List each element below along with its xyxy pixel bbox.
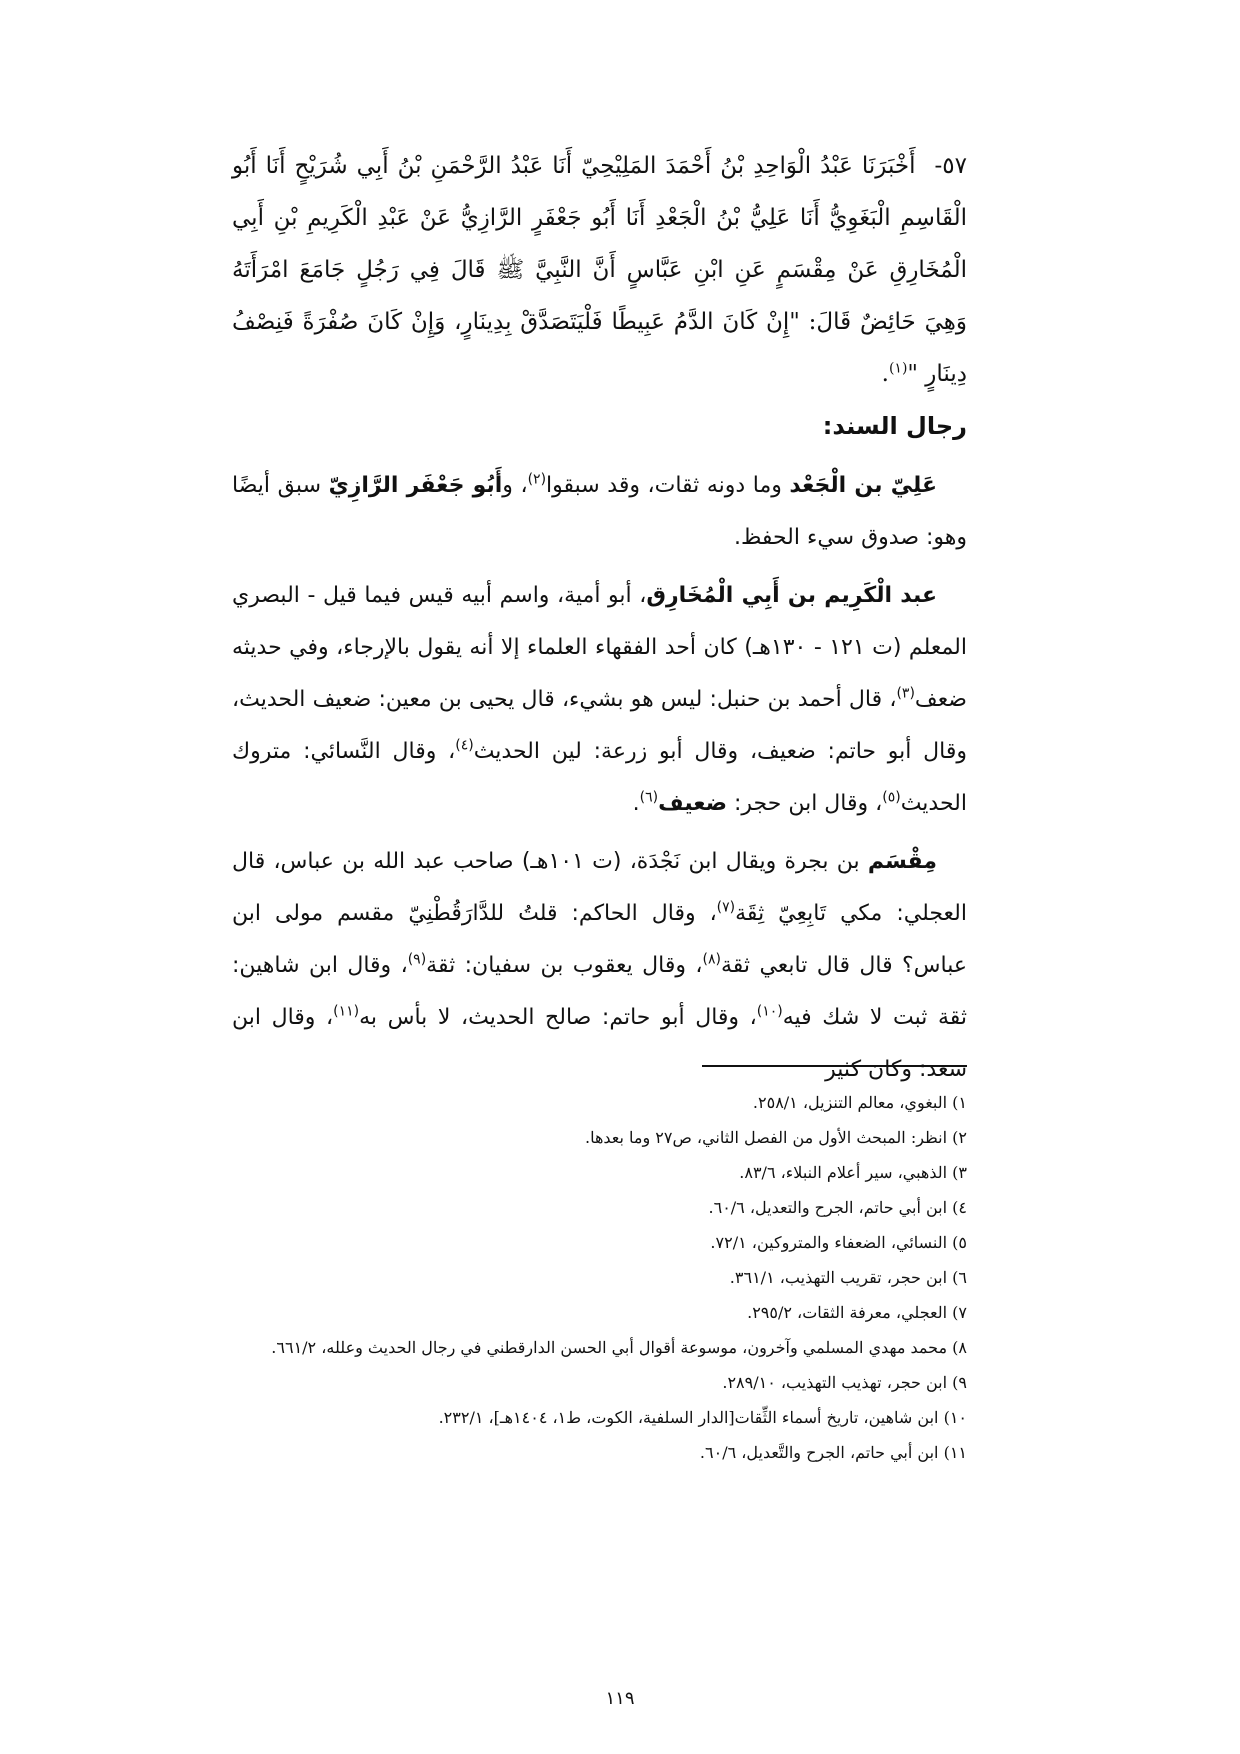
footnote-ref[interactable]: (٨) bbox=[702, 951, 721, 968]
footnote-ref[interactable]: (٩) bbox=[407, 951, 427, 968]
footnote-ref[interactable]: (٦) bbox=[639, 789, 659, 806]
footnote-ref[interactable]: (٧) bbox=[716, 899, 736, 916]
footnote-item: ٣) الذهبي، سير أعلام النبلاء، ٨٣/٦. bbox=[739, 1163, 967, 1182]
page-number: ١١٩ bbox=[605, 1688, 635, 1709]
narrator-name: عبد الْكَرِيم بن أَبِي الْمُخَارِق bbox=[646, 583, 937, 608]
footnote-ref[interactable]: (١) bbox=[888, 360, 908, 377]
section-title: رجال السند: bbox=[822, 412, 967, 440]
narrator-paragraph-ali: عَلِيّ بن الْجَعْد وما دونه ثقات، وقد سبقوا$^{(٢)}$، وأَبُو جَعْفَر الرَّازِيّ سبق أيضًا وهو: صدوق سيء الحفظ. bbox=[232, 471, 967, 550]
footnote-item: ٦) ابن حجر، تقريب التهذيب، ٣٦١/١. bbox=[729, 1268, 967, 1287]
footnote-item: ٢) انظر: المبحث الأول من الفصل الثاني، ص٢٧ وما بعدها. bbox=[584, 1128, 967, 1147]
narrator-name: مِقْسَم bbox=[867, 849, 937, 874]
footnote-item: ١٠) ابن شاهين، تاريخ أسماء الثِّقات[الدار السلفية، الكوت، ط١، ١٤٠٤هـ]، ٢٣٢/١. bbox=[438, 1408, 967, 1427]
hadith-body: أَخْبَرَنَا عَبْدُ الْوَاحِدِ بْنُ أَحْمَدَ المَلِيْحِيّ أَنَا عَبْدُ الرَّحْمَنِ بْنُ أَبِي شُرَيْحٍ أَنَا أَبُو الْقَاسِمِ الْبَغَوِيُّ أَنَا عَلِيُّ بْنُ الْجَعْدِ أَنَا أَبُو جَعْفَرٍ الرَّازِيُّ عَنْ عَبْدِ الْكَرِيمِ بْنِ أَبِي الْمُخَارِقِ عَنْ مِقْسَمٍ عَنِ ابْنِ عَبَّاسٍ أَنَّ النَّبِيَّ ﷺ قَالَ فِي رَجُلٍ جَامَعَ امْرَأَتَهُ وَهِيَ حَائِضٌ قَالَ: "إِنْ كَانَ الدَّمُ عَبِيطًا فَلْيَتَصَدَّقْ بِدِينَارٍ، وَإِنْ كَانَ صُفْرَةً فَنِصْفُ دِينَارٍ " bbox=[232, 153, 967, 387]
footnote-item: ١١) ابن أبي حاتم، الجرح والتَّعديل، ٦٠/٦. bbox=[699, 1443, 967, 1462]
hadith-number: ٥٧- bbox=[934, 153, 968, 179]
footnote-ref[interactable]: (٢) bbox=[527, 471, 547, 488]
footnote-item: ٨) محمد مهدي المسلمي وآخرون، موسوعة أقوال أبي الحسن الدارقطني في رجال الحديث وعلله، ٦٦١/٢. bbox=[271, 1338, 967, 1357]
narrator-paragraph-abdulkarim: عبد الْكَرِيم بن أَبِي الْمُخَارِق، أبو أمية، واسم أبيه قيس فيما قيل - البصري المعلم (ت ١٢١ - ١٣٠هـ) كان أحد الفقهاء العلماء إلا أنه يقول بالإرجاء، وفي حديثه ضعف$^{(٣)}$، قال أحمد بن حنبل: ليس هو بشيء، قال يحيى بن معين: ضعيف الحديث، وقال أبو حاتم: ضعيف، وقال أبو زرعة: لين الحديث$^{(٤)}$، وقال النَّسائي: متروك الحديث$^{(٥)}$، وقال ابن حجر: ضعيف$^{(٦)}$. bbox=[232, 583, 967, 816]
footnote-ref[interactable]: (١٠) bbox=[756, 1003, 783, 1020]
hadith-text: ٥٧- أَخْبَرَنَا عَبْدُ الْوَاحِدِ بْنُ أَحْمَدَ المَلِيْحِيّ أَنَا عَبْدُ الرَّحْمَنِ بْنُ أَبِي شُرَيْحٍ أَنَا أَبُو الْقَاسِمِ الْبَغَوِيُّ أَنَا عَلِيُّ بْنُ الْجَعْدِ أَنَا أَبُو جَعْفَرٍ الرَّازِيُّ عَنْ عَبْدِ الْكَرِيمِ بْنِ أَبِي الْمُخَارِقِ عَنْ مِقْسَمٍ عَنِ ابْنِ عَبَّاسٍ أَنَّ النَّبِيَّ ﷺ قَالَ فِي رَجُلٍ جَامَعَ امْرَأَتَهُ وَهِيَ حَائِضٌ قَالَ: "إِنْ كَانَ الدَّمُ عَبِيطًا فَلْيَتَصَدَّقْ بِدِينَارٍ، وَإِنْ كَانَ صُفْرَةً فَنِصْفُ دِينَارٍ "$^{(١)}$. bbox=[232, 153, 968, 387]
footnote-ref[interactable]: (٤) bbox=[455, 737, 474, 754]
narrator-paragraph-miqsam: مِقْسَم بن بجرة ويقال ابن نَجْدَة، (ت ١٠١هـ) صاحب عبد الله بن عباس، قال العجلي: مكي تَابِعِيّ ثِقَة$^{(٧)}$، وقال الحاكم: قلتُ للدَّارَقُطْنِيّ مقسم مولى ابن عباس؟ قال قال تابعي ثقة$^{(٨)}$، وقال يعقوب بن سفيان: ثقة$^{(٩)}$، وقال ابن شاهين: ثقة ثبت لا شك فيه$^{(١٠)}$، وقال أبو حاتم: صالح الحديث، لا بأس به$^{(١١)}$، وقال ابن سعد: وكان كثير bbox=[232, 849, 968, 1082]
footnote-item: ١) البغوي، معالم التنزيل، ٢٥٨/١. bbox=[752, 1093, 967, 1112]
main-text bbox=[232, 140, 967, 1102]
footnote-item: ٧) العجلي، معرفة الثقات، ٢٩٥/٢. bbox=[747, 1303, 967, 1322]
footnote-divider bbox=[702, 1065, 967, 1067]
narrator-name: عَلِيّ بن الْجَعْد bbox=[789, 473, 937, 498]
footnote-item: ٥) النسائي، الضعفاء والمتروكين، ٧٢/١. bbox=[710, 1233, 967, 1252]
footnote-item: ٩) ابن حجر، تهذيب التهذيب، ٢٨٩/١٠. bbox=[722, 1373, 967, 1392]
footnote-item: ٤) ابن أبي حاتم، الجرح والتعديل، ٦٠/٦. bbox=[708, 1198, 967, 1217]
narrator-name: أَبُو جَعْفَر الرَّازِيّ bbox=[328, 473, 503, 498]
footnote-ref[interactable]: (٣) bbox=[896, 685, 915, 702]
verdict: ضعيف bbox=[658, 791, 727, 816]
footnotes-list bbox=[227, 1085, 967, 1470]
footnote-ref[interactable]: (٥) bbox=[882, 789, 901, 806]
footnote-ref[interactable]: (١١) bbox=[333, 1003, 360, 1020]
